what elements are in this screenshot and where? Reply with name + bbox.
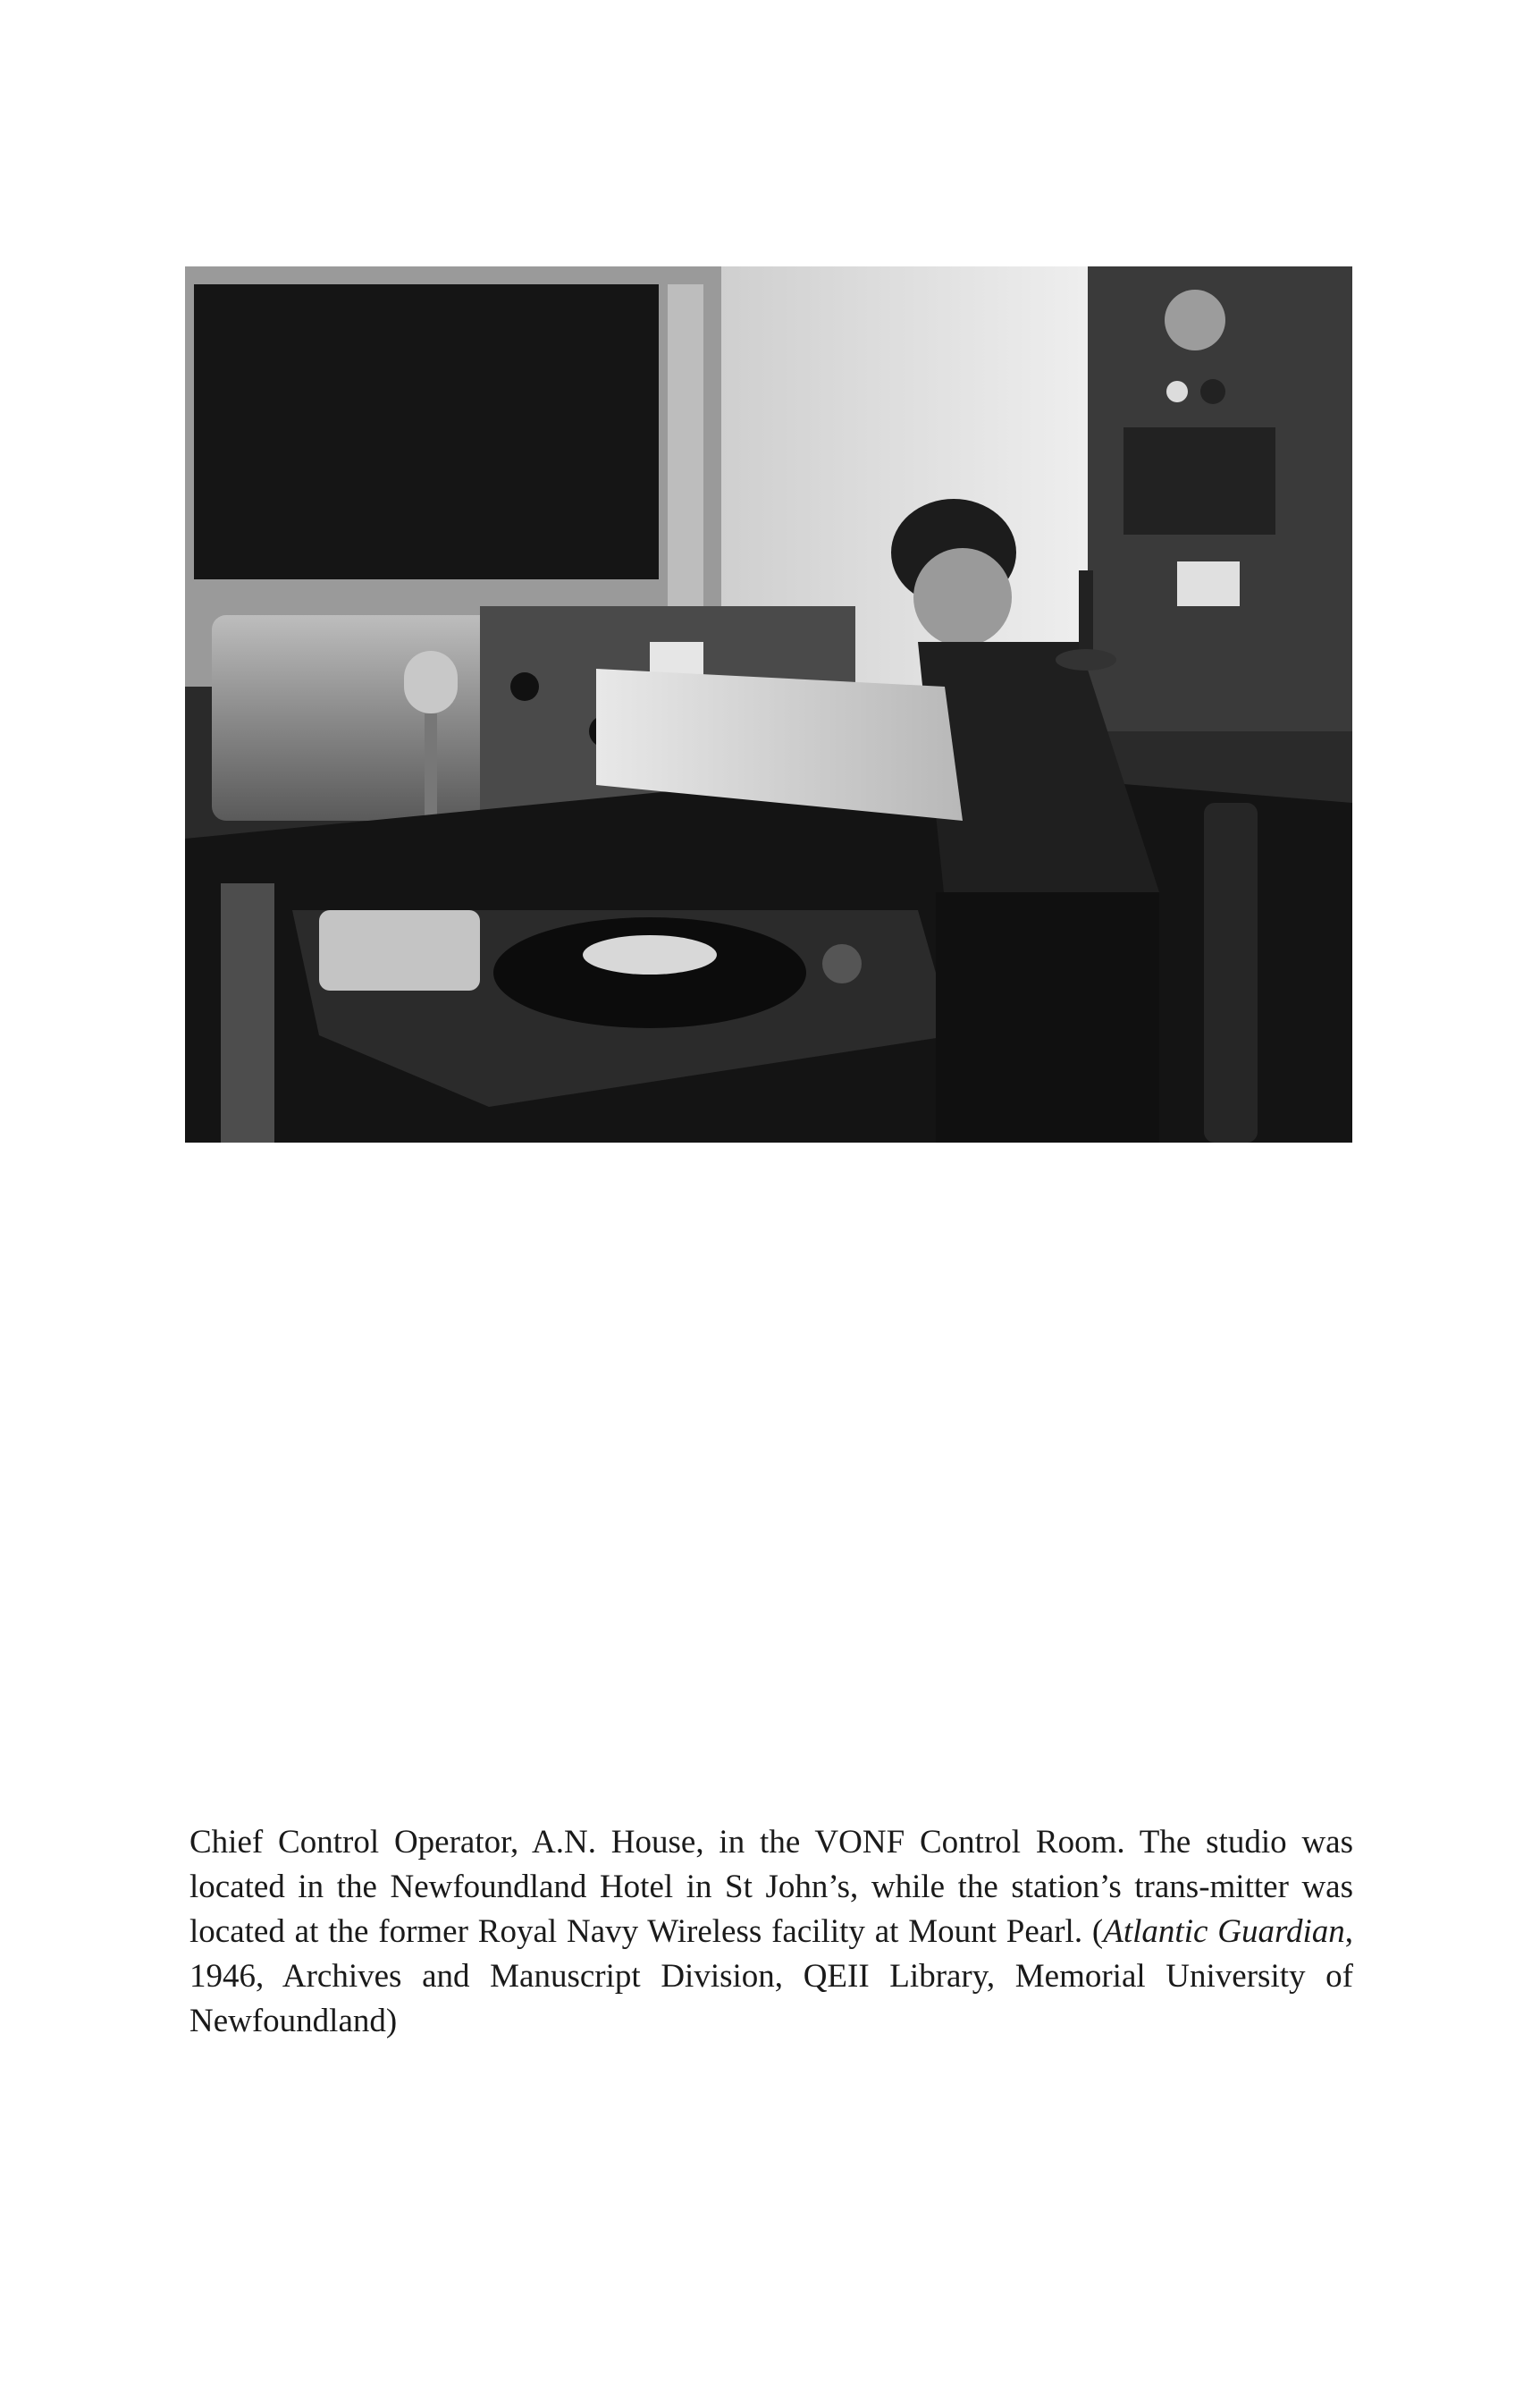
photo-caption [189, 1820, 1353, 2044]
caption-text: Chief Control Operator, A.N. House, in the VONF Control Room. The studio was located in the Newfoundland Hotel in St John’s, while the station’s trans-mitter was located at the former Royal Navy Wireless facility at Mount Pearl. [189, 1824, 1353, 1950]
caption-source-title: Atlantic Guardian [1103, 1913, 1345, 1950]
caption-source-details: , 1946, Archives and Manuscript Division, QEII Library, Memorial University of Newfoundland) [189, 1913, 1354, 2039]
photo-illustration [185, 266, 1352, 1143]
control-room-photo [185, 266, 1352, 1143]
caption-open-paren: ( [1091, 1913, 1104, 1950]
